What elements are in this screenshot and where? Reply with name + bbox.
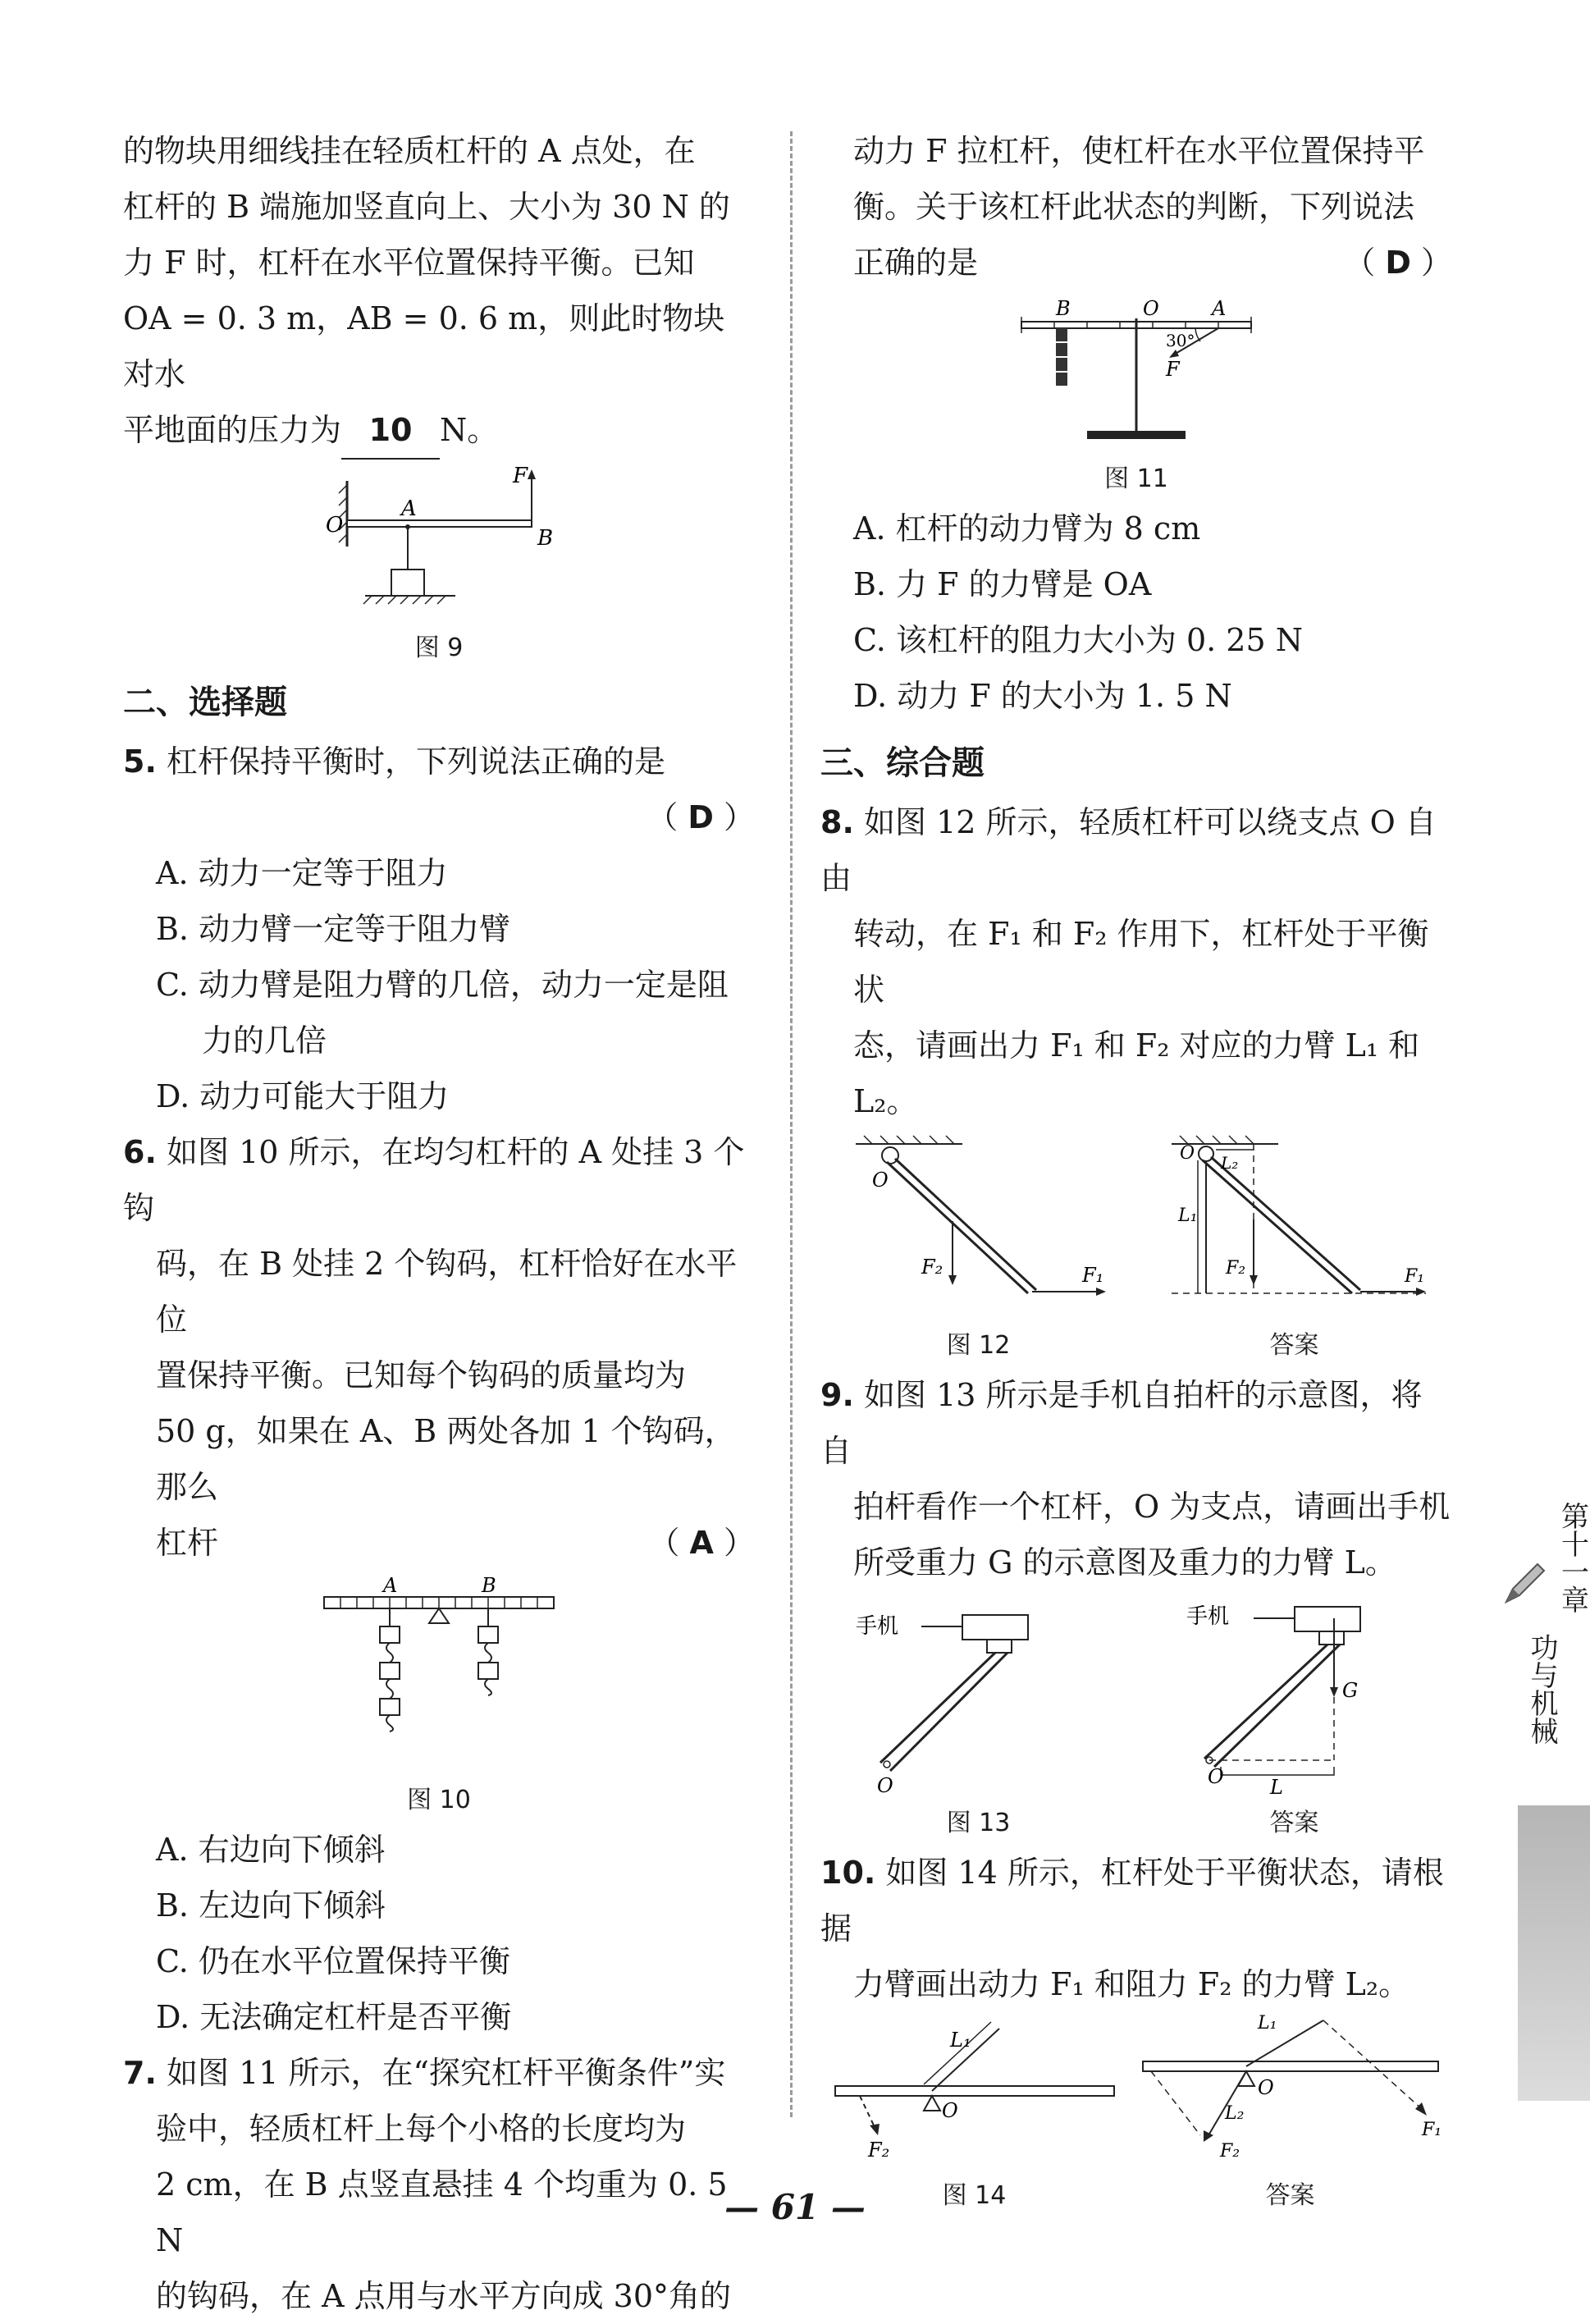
q6-last-line [123, 1515, 755, 1571]
fig10-label-a: A [383, 1576, 398, 1597]
q7-option-b: B. 力 F 的力臂是 OA [853, 566, 1152, 602]
figure-12-caption: 图 12 [946, 1331, 1011, 1360]
q5-paren-open: （ [647, 799, 678, 835]
q5-option-d: D. 动力可能大于阻力 [156, 1078, 450, 1114]
left-column [123, 123, 755, 2324]
figure-13-answer-caption: 答案 [1269, 1809, 1319, 1837]
figure-12 [839, 1129, 1118, 1367]
q6-line [123, 1124, 755, 1236]
fig12a-label-l1: L₁ [1177, 1205, 1197, 1226]
q6-number: 6. [123, 1134, 157, 1170]
fig14a-label-o: O [1257, 2076, 1274, 2099]
q7-line-text: 如图 11 所示，在“探究杠杆平衡条件”实 [166, 2055, 726, 2091]
fig9-label-f: F [513, 464, 528, 488]
figure-14-answer-caption: 答案 [1265, 2181, 1315, 2210]
figure-10-diagram [316, 1576, 562, 1773]
q7-last-line [820, 235, 1452, 290]
q6-paren-close: ） [723, 1525, 755, 1561]
q6-option-b: B. 左边向下倾斜 [156, 1887, 386, 1924]
figure-12-answer-diagram [1155, 1129, 1434, 1318]
q6-answer [648, 1515, 755, 1571]
q5-number: 5. [123, 743, 157, 780]
figure-13-row [820, 1590, 1452, 1845]
q5-answer [123, 789, 755, 845]
column-divider [790, 131, 793, 2117]
fig14a-label-l1: L₁ [1257, 2013, 1277, 2034]
fig13a-label-g: G [1341, 1679, 1358, 1702]
fig9-label-b: B [537, 526, 554, 551]
fig14a-label-f1: F₁ [1421, 2120, 1442, 2140]
fig13-label-phone: 手机 [855, 1614, 898, 1639]
q4-line: 的物块用细线挂在轻质杠杆的 A 点处，在 [123, 133, 696, 169]
figure-11 [820, 295, 1452, 494]
fig12-label-f1: F₁ [1081, 1264, 1103, 1287]
q6-line: 50 g，如果在 A、B 两处各加 1 个钩码，那么 [156, 1413, 736, 1505]
q6-answer-letter: A [689, 1525, 714, 1561]
q6-option-a: A. 右边向下倾斜 [156, 1832, 386, 1868]
q8-line: 转动，在 F₁ 和 F₂ 作用下，杠杆处于平衡状 [853, 916, 1429, 1008]
q6-line: 码，在 B 处挂 2 个钩码，杠杆恰好在水平位 [156, 1246, 738, 1338]
fig14a-label-l2: L₂ [1224, 2103, 1244, 2124]
q6-line: 置保持平衡。已知每个钩码的质量均为 [156, 1357, 687, 1393]
figure-14-caption: 图 14 [942, 2181, 1007, 2210]
q5-option-a: A. 动力一定等于阻力 [156, 855, 448, 891]
fig12a-label-f1: F₁ [1404, 1266, 1424, 1287]
q4-suffix: N。 [440, 412, 499, 448]
q5-stem [123, 734, 755, 789]
q10-line-text: 如图 14 所示，杠杆处于平衡状态，请根据 [820, 1855, 1444, 1947]
figure-12-answer-caption: 答案 [1269, 1331, 1319, 1360]
q4-line: OA = 0. 3 m，AB = 0. 6 m，则此时物块对水 [123, 300, 725, 392]
fig11-label-f: F [1166, 358, 1180, 381]
q4-answer-blank: 10 [341, 402, 440, 460]
figure-9-diagram [316, 464, 562, 620]
fig12a-label-o: O [1179, 1143, 1195, 1164]
fig13a-label-l: L [1269, 1776, 1283, 1796]
fig14-label-o: O [941, 2099, 958, 2122]
q7-last-text: 正确的是 [853, 245, 979, 281]
fig14a-label-f2: F₂ [1219, 2141, 1240, 2162]
q9-number: 9. [820, 1377, 854, 1413]
figure-10-caption: 图 10 [407, 1786, 471, 1814]
q4-line: 力 F 时，杠杆在水平位置保持平衡。已知 [123, 245, 695, 281]
q5-answer-letter: D [688, 799, 714, 835]
figure-13 [839, 1590, 1118, 1845]
q5-stem-text: 杠杆保持平衡时，下列说法正确的是 [166, 743, 665, 780]
fig10-label-b: B [482, 1576, 496, 1597]
q6-paren-open: （ [648, 1525, 680, 1561]
figure-13-diagram [839, 1590, 1118, 1796]
q7-line: 2 cm，在 B 点竖直悬挂 4 个均重为 0. 5 N [156, 2166, 728, 2258]
q5-paren-close: ） [723, 799, 755, 835]
chapter-side-tab [1493, 1494, 1590, 1920]
q5-option-c: C. 动力臂是阻力臂的几倍，动力一定是阻 [156, 967, 729, 1003]
q7-paren-close: ） [1420, 245, 1452, 281]
fig12-label-f2: F₂ [921, 1256, 943, 1279]
figure-11-diagram [1005, 295, 1268, 451]
q7-option-c: C. 该杠杆的阻力大小为 0. 25 N [853, 622, 1303, 658]
q8-line: 态，请画出力 F₁ 和 F₂ 对应的力臂 L₁ 和 L₂。 [853, 1027, 1420, 1119]
q5-option-c-cont: 力的几倍 [202, 1022, 327, 1059]
figure-12-diagram [839, 1129, 1118, 1318]
fig13-label-o: O [876, 1774, 893, 1796]
q10-number: 10. [820, 1855, 876, 1891]
figure-13-answer-diagram [1155, 1590, 1434, 1796]
q4-prefix: 平地面的压力为 [123, 412, 342, 448]
q9-line: 拍杆看作一个杠杆，O 为支点，请画出手机 [853, 1489, 1451, 1525]
q7-number: 7. [123, 2055, 157, 2091]
q9-line: 所受重力 G 的示意图及重力的力臂 L。 [853, 1544, 1396, 1581]
q4-line: 杠杆的 B 端施加竖直向上、大小为 30 N 的 [123, 189, 730, 225]
q6-line-text: 如图 10 所示，在均匀杠杆的 A 处挂 3 个钩 [123, 1134, 745, 1226]
q7-right-line: 衡。关于该杠杆此状态的判断，下列说法 [853, 189, 1415, 225]
fig11-label-angle: 30° [1166, 331, 1195, 350]
figure-12-row [820, 1129, 1452, 1367]
q7-option-a: A. 杠杆的动力臂为 8 cm [853, 510, 1201, 547]
fig12a-label-l2: L₂ [1220, 1153, 1238, 1173]
fig11-label-o: O [1143, 297, 1159, 320]
fig12-label-o: O [871, 1169, 889, 1192]
chapter-number: 第十一章 [1556, 1502, 1589, 1613]
figure-13-caption: 图 13 [946, 1809, 1011, 1837]
section-2-title: 二、选择题 [123, 684, 287, 721]
q7-right-line: 动力 F 拉杠杆，使杠杆在水平位置保持平 [853, 133, 1425, 169]
q7-line [123, 2045, 755, 2101]
q7-answer-letter: D [1385, 245, 1411, 281]
section-3-title: 三、综合题 [820, 744, 985, 782]
q6-option-c: C. 仍在水平位置保持平衡 [156, 1943, 510, 1979]
page-number: — 61 — [724, 2187, 866, 2227]
figure-13-answer [1155, 1590, 1434, 1845]
q9-line-text: 如图 13 所示是手机自拍杆的示意图，将自 [820, 1377, 1423, 1469]
right-column [820, 123, 1452, 2217]
fig13a-label-phone: 手机 [1186, 1604, 1229, 1629]
fig11-label-a: A [1212, 297, 1227, 320]
fig11-label-b: B [1056, 297, 1071, 320]
figure-14-diagram [827, 2012, 1122, 2168]
tab-gray-band [1518, 1805, 1590, 2101]
q10-line [820, 1845, 1452, 1956]
q6-last-text: 杠杆 [156, 1525, 219, 1561]
fig9-label-o: O [326, 513, 344, 538]
q8-line-text: 如图 12 所示，轻质杠杆可以绕支点 O 自由 [820, 804, 1437, 896]
figure-14-answer-diagram [1135, 2012, 1446, 2168]
q10-line: 力臂画出动力 F₁ 和阻力 F₂ 的力臂 L₂。 [853, 1966, 1410, 2002]
fig14-label-l1: L₁ [949, 2029, 971, 2052]
fig13a-label-o: O [1207, 1765, 1224, 1788]
q7-paren-open: （ [1344, 245, 1376, 281]
pencil-icon [1495, 1556, 1552, 1613]
q7-line: 验中，轻质杠杆上每个小格的长度均为 [156, 2111, 687, 2147]
figure-9 [123, 464, 755, 663]
figure-11-caption: 图 11 [1104, 464, 1168, 493]
q6-option-d: D. 无法确定杠杆是否平衡 [156, 1999, 512, 2035]
q7-line: 的钩码，在 A 点用与水平方向成 30°角的 [156, 2278, 732, 2314]
chapter-title: 功与机械 [1525, 1633, 1558, 1745]
q9-line [820, 1367, 1452, 1479]
q4-last-line [123, 402, 755, 460]
fig9-label-a: A [401, 496, 417, 521]
fig14-label-f2: F₂ [867, 2139, 889, 2162]
q5-option-b: B. 动力臂一定等于阻力臂 [156, 911, 511, 947]
figure-10 [123, 1576, 755, 1815]
q7-answer [1344, 235, 1452, 290]
q8-line [820, 794, 1452, 906]
fig12a-label-f2: F₂ [1225, 1258, 1245, 1279]
figure-12-answer [1155, 1129, 1434, 1367]
q8-number: 8. [820, 804, 854, 840]
q7-option-d: D. 动力 F 的大小为 1. 5 N [853, 678, 1232, 714]
figure-9-caption: 图 9 [414, 634, 464, 662]
